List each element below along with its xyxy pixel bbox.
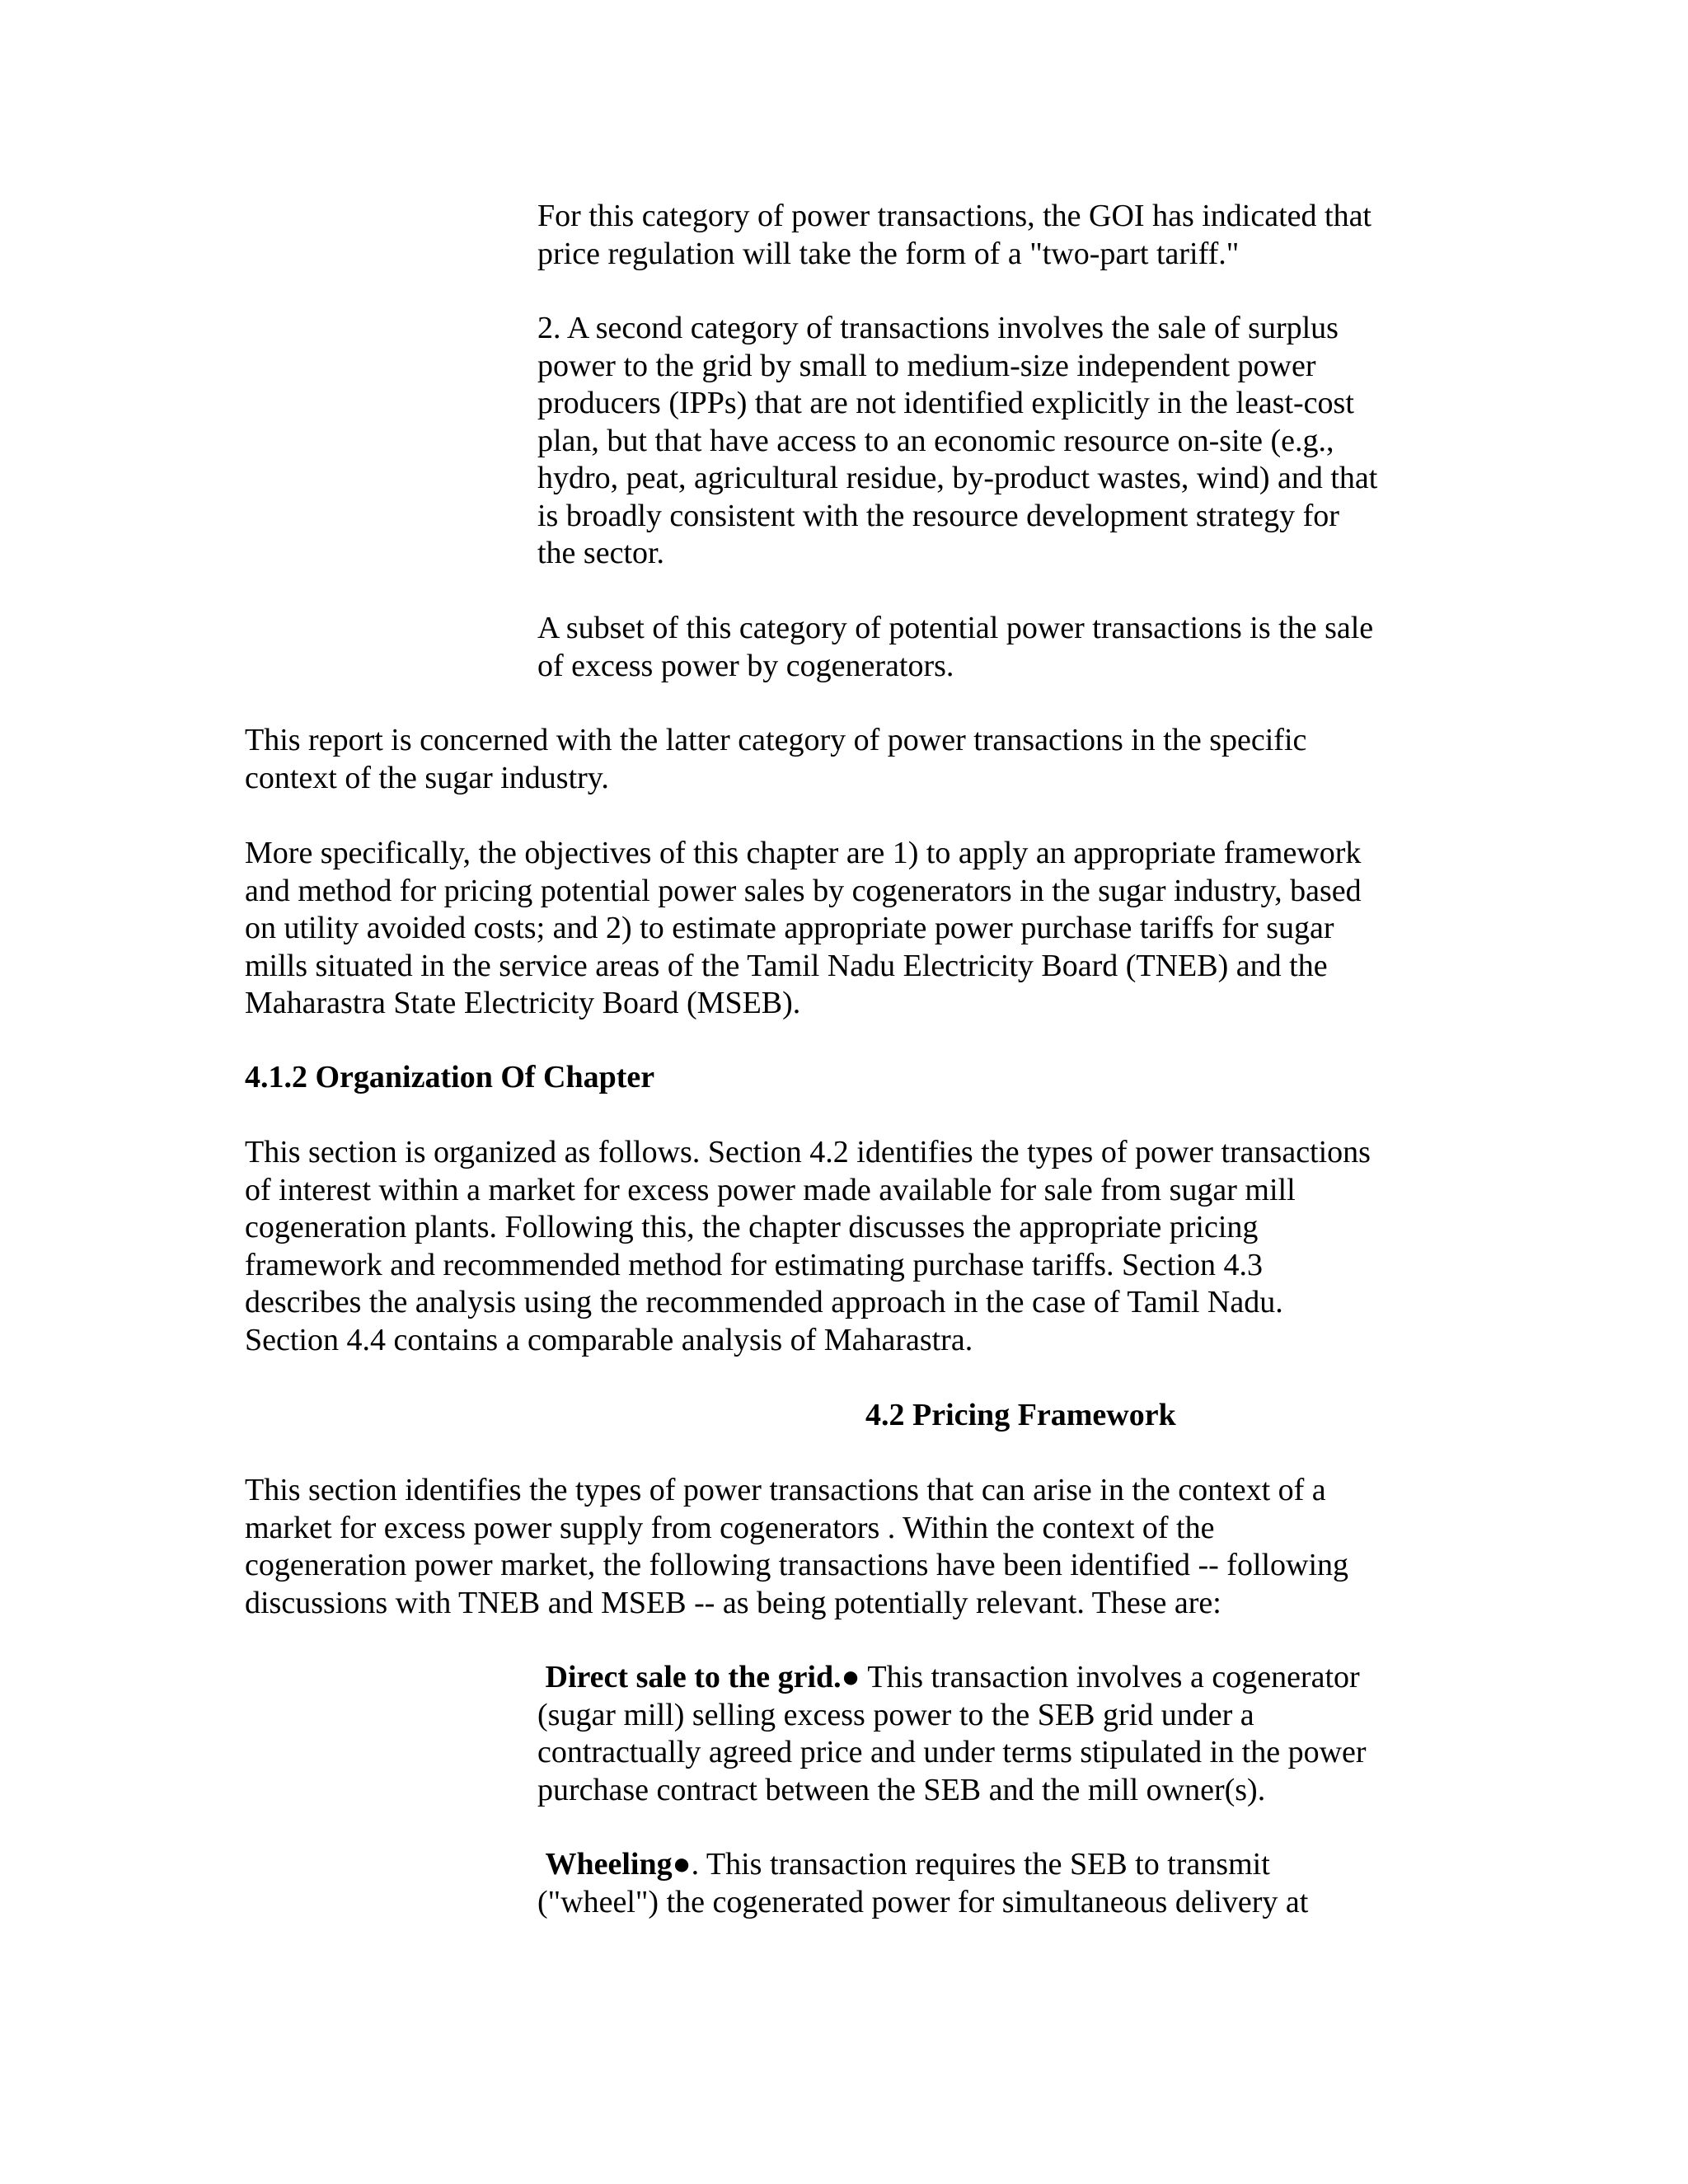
text-line: A subset of this category of potential power transactions is the sale: [537, 611, 1374, 645]
text-line: describes the analysis using the recommended approach in the case of Tamil Nadu.: [245, 1285, 1283, 1319]
text-line: More specifically, the objectives of this chapter are 1) to apply an appropriate framework: [245, 836, 1362, 870]
text-line: on utility avoided costs; and 2) to estimate appropriate power purchase tariffs for sugar: [245, 911, 1334, 945]
text-line: [537, 1659, 1444, 1697]
text-line: price regulation will take the form of a "two-part tariff.": [537, 236, 1240, 271]
paragraph-subset-cogenerators: [537, 610, 1444, 685]
section-heading-pricing-framework: 4.2 Pricing Framework: [865, 1398, 1176, 1432]
text-line: purchase contract between the SEB and the mill owner(s).: [537, 1772, 1266, 1807]
text-line: context of the sugar industry.: [245, 760, 609, 795]
text-line: (sugar mill) selling excess power to the SEB grid under a: [537, 1697, 1254, 1732]
list-item-wheeling: [537, 1846, 1444, 1921]
text-line: [537, 1846, 1444, 1884]
paragraph-objectives: [245, 835, 1456, 1023]
paragraph-report-concern: [245, 722, 1456, 797]
text-line: cogeneration plants. Following this, the chapter discusses the appropriate pricing: [245, 1210, 1259, 1244]
text-line: Maharastra State Electricity Board (MSEB).: [245, 986, 801, 1020]
text-line: of excess power by cogenerators.: [537, 648, 954, 683]
item-text: This transaction involves a cogenerator: [860, 1660, 1360, 1694]
text-line: This report is concerned with the latter category of power transactions in the specific: [245, 723, 1307, 757]
text-line: discussions with TNEB and MSEB -- as being potentially relevant. These are:: [245, 1585, 1221, 1620]
text-line: This section is organized as follows. Section 4.2 identifies the types of power transactions: [245, 1135, 1371, 1169]
text-line: of interest within a market for excess power made available for sale from sugar mill: [245, 1172, 1296, 1207]
text-line: hydro, peat, agricultural residue, by-product wastes, wind) and that: [537, 461, 1378, 495]
text-line: contractually agreed price and under terms stipulated in the power: [537, 1735, 1367, 1769]
text-line: is broadly consistent with the resource development strategy for: [537, 498, 1339, 533]
text-line: Section 4.4 contains a comparable analysis of Maharastra.: [245, 1322, 973, 1357]
text-line: market for excess power supply from cogenerators . Within the context of the: [245, 1510, 1215, 1545]
term-direct-sale: Direct sale to the grid.●: [545, 1660, 860, 1694]
text-line: mills situated in the service areas of the Tamil Nadu Electricity Board (TNEB) and the: [245, 948, 1328, 983]
text-line: cogeneration power market, the following transactions have been identified -- following: [245, 1548, 1349, 1582]
paragraph-two-part-tariff: [537, 198, 1444, 273]
paragraph-transaction-types: [245, 1472, 1456, 1622]
text-line: the sector.: [537, 536, 665, 570]
list-item-direct-sale: [537, 1659, 1444, 1809]
text-line: For this category of power transactions, the GOI has indicated that: [537, 199, 1372, 233]
section-heading-organization: 4.1.2 Organization Of Chapter: [245, 1060, 655, 1094]
text-line: 2. A second category of transactions involves the sale of surplus: [537, 311, 1339, 345]
text-line: and method for pricing potential power sales by cogenerators in the sugar industry, based: [245, 873, 1362, 908]
text-line: power to the grid by small to medium-size independent power: [537, 348, 1316, 383]
item-text: . This transaction requires the SEB to transmit: [691, 1847, 1270, 1882]
paragraph-second-category: [537, 310, 1444, 573]
text-line: producers (IPPs) that are not identified explicitly in the least-cost: [537, 386, 1354, 420]
text-line: ("wheel") the cogenerated power for simultaneous delivery at: [537, 1884, 1309, 1919]
paragraph-organization: [245, 1134, 1456, 1359]
text-line: plan, but that have access to an economic resource on-site (e.g.,: [537, 423, 1334, 458]
text-line: framework and recommended method for estimating purchase tariffs. Section 4.3: [245, 1247, 1263, 1282]
text-line: This section identifies the types of power transactions that can arise in the context of a: [245, 1473, 1326, 1507]
term-wheeling: Wheeling●: [545, 1847, 692, 1882]
